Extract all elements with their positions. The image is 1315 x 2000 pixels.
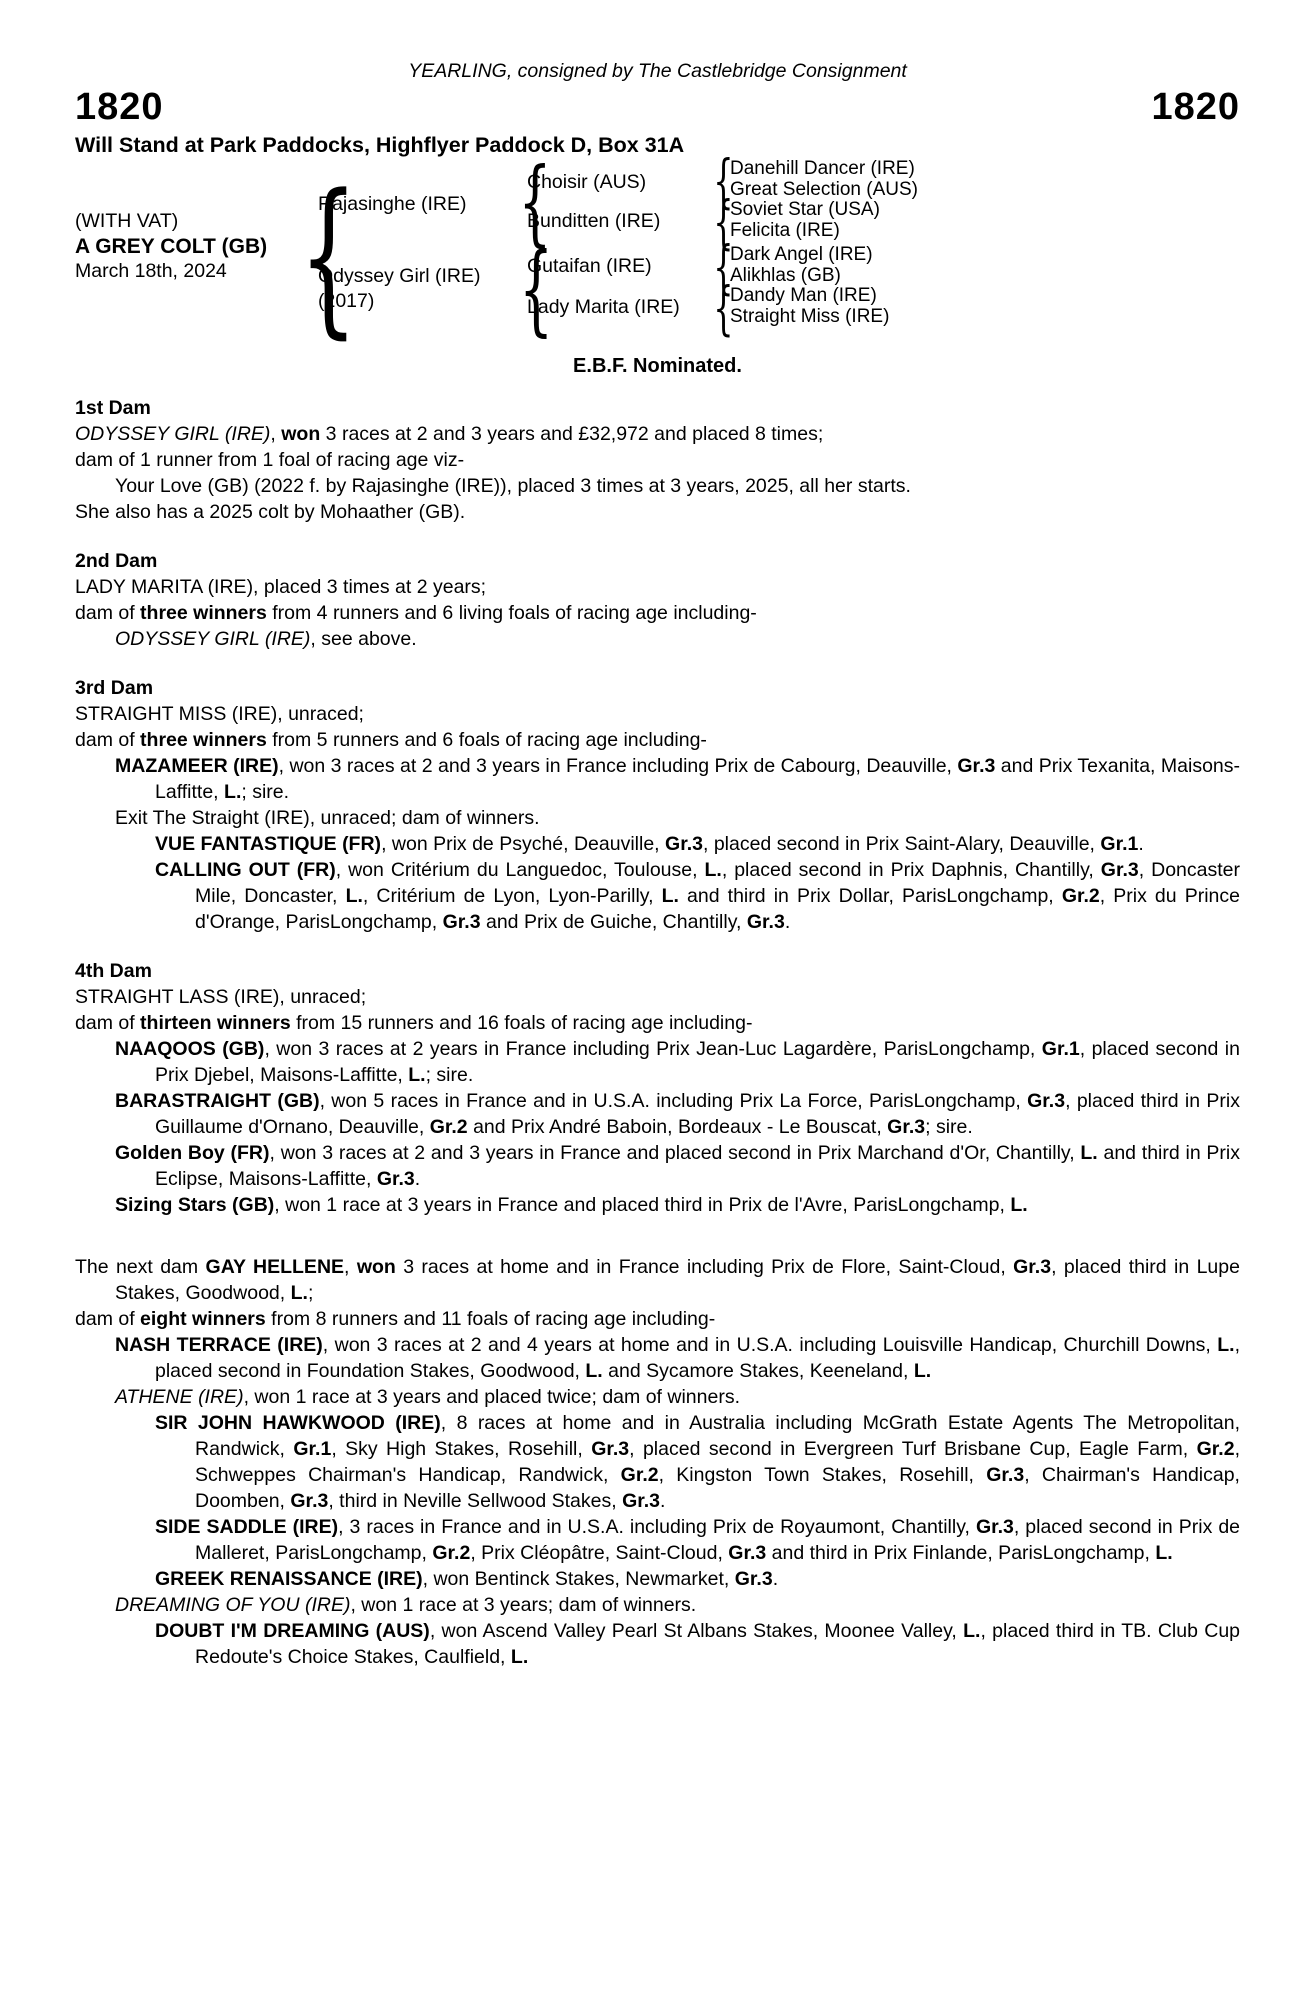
text-run: Gr.2 <box>432 1542 471 1564</box>
text-run: , won 3 races at 2 and 4 years at home and in U.S.A. including Louisville Handicap, Churchill Downs, <box>322 1334 1218 1356</box>
text-run: , won 1 race at 3 years; dam of winners. <box>350 1594 697 1616</box>
great-grandparent: Alikhlas (GB) <box>730 264 841 286</box>
pedigree-paragraph <box>75 1192 1240 1218</box>
text-run: SIR JOHN HAWKWOOD (IRE) <box>155 1412 441 1434</box>
text-run: won <box>281 423 321 445</box>
text-run: Gr.3 <box>442 911 481 933</box>
text-run: , placed third in Lupe Stakes, Goodwood, <box>115 1256 1240 1304</box>
text-run: Gr.3 <box>290 1490 329 1512</box>
text-run: Your Love (GB) (2022 f. by Rajasinghe (IRE)), placed 3 times at 3 years, 2025, all her starts. <box>115 475 911 497</box>
pedigree-paragraph <box>75 1010 1240 1036</box>
text-run: dam of 1 runner from 1 foal of racing age viz- <box>75 449 465 471</box>
text-run: , placed second in Evergreen Turf Brisbane Cup, Eagle Farm, <box>629 1438 1197 1460</box>
text-run: Gr.3 <box>1013 1256 1052 1278</box>
great-grandparent: Dandy Man (IRE) <box>730 285 877 306</box>
dam-year: (2017) <box>318 290 375 312</box>
text-run: , won 5 races in France and in U.S.A. including Prix La Force, ParisLongchamp, <box>319 1090 1028 1112</box>
text-run: Sizing Stars (GB) <box>115 1194 275 1216</box>
dam-section <box>75 548 1240 652</box>
text-run: L. <box>345 885 363 907</box>
pedigree-table <box>75 158 1240 347</box>
text-run: and Prix André Baboin, Bordeaux - Le Bouscat, <box>467 1116 888 1138</box>
pedigree-paragraph <box>75 805 1240 831</box>
text-run: DOUBT I'M DREAMING (AUS) <box>155 1620 430 1642</box>
pedigree-paragraph <box>75 1618 1240 1670</box>
text-run: , <box>270 423 282 445</box>
text-run: ODYSSEY GIRL (IRE) <box>75 423 271 445</box>
foal-date: March 18th, 2024 <box>75 260 227 282</box>
text-run: , placed second in Prix Djebel, Maisons-Laffitte, <box>155 1038 1240 1086</box>
text-run: dam of <box>75 1012 141 1034</box>
text-run: ; sire. <box>925 1116 973 1138</box>
text-run: Gr.3 <box>975 1516 1014 1538</box>
text-run: L. <box>224 781 242 803</box>
text-run: L. <box>661 885 679 907</box>
great-grandparent: Felicita (IRE) <box>730 219 840 241</box>
text-run: NAAQOOS (GB) <box>115 1038 265 1060</box>
text-run: , <box>344 1256 357 1278</box>
text-run: Gr.1 <box>293 1438 332 1460</box>
text-run: eight winners <box>140 1308 266 1330</box>
great-grandparents-pair <box>730 159 918 200</box>
text-run: , 8 races at home and in Australia including McGrath Estate Agents The Metropolitan, Randwick, <box>195 1412 1240 1460</box>
text-run: L. <box>1010 1194 1028 1216</box>
text-run: , Sky High Stakes, Rosehill, <box>331 1438 592 1460</box>
text-run: from 4 runners and 6 living foals of racing age including- <box>266 602 757 624</box>
dam-section <box>75 395 1240 525</box>
text-run: Gr.3 <box>728 1542 767 1564</box>
text-run: three winners <box>140 729 267 751</box>
text-run: won <box>356 1256 396 1278</box>
text-run: dam of <box>75 1308 141 1330</box>
text-run: L. <box>290 1282 308 1304</box>
dam-section <box>75 675 1240 935</box>
text-run: , won 3 races at 2 and 3 years in France including Prix de Cabourg, Deauville, <box>278 755 958 777</box>
text-run: Gr.1 <box>1100 833 1139 855</box>
text-run: , placed second in Prix de Malleret, ParisLongchamp, <box>195 1516 1241 1564</box>
text-run: dam of <box>75 602 141 624</box>
text-run: , won Critérium du Languedoc, Toulouse, <box>335 859 705 881</box>
dam-section-heading: 1st Dam <box>75 397 151 419</box>
pedigree-paragraph <box>75 600 1240 626</box>
text-run: . <box>660 1490 666 1512</box>
text-run: , Doncaster Mile, Doncaster, <box>195 859 1240 907</box>
pedigree-paragraph <box>75 499 1240 525</box>
lot-number-left: 1820 <box>75 86 164 128</box>
lot-number-right: 1820 <box>1151 86 1240 128</box>
dam-section-heading: 3rd Dam <box>75 677 154 699</box>
text-run: , 3 races in France and in U.S.A. including Prix de Royaumont, Chantilly, <box>338 1516 976 1538</box>
text-run: Gr.3 <box>734 1568 773 1590</box>
text-run: and Prix de Guiche, Chantilly, <box>480 911 747 933</box>
text-run: and third in Prix Eclipse, Maisons-Laffitte, <box>155 1142 1241 1190</box>
text-run: ; <box>307 1282 314 1304</box>
text-run: , Kingston Town Stakes, Rosehill, <box>658 1464 987 1486</box>
text-run: ODYSSEY GIRL (IRE) <box>115 628 311 650</box>
dam-section-heading: 2nd Dam <box>75 550 158 572</box>
text-run: , won Bentinck Stakes, Newmarket, <box>422 1568 735 1590</box>
pedigree-paragraph <box>75 1254 1240 1306</box>
text-run: BARASTRAIGHT (GB) <box>115 1090 320 1112</box>
text-run: GREEK RENAISSANCE (IRE) <box>155 1568 423 1590</box>
great-grandparent: Soviet Star (USA) <box>730 199 880 220</box>
sire-name: Rajasinghe (IRE) <box>318 193 467 215</box>
pedigree-paragraph <box>75 1592 1240 1618</box>
text-run: from 8 runners and 11 foals of racing age including- <box>265 1308 716 1330</box>
pedigree-paragraph <box>75 1088 1240 1140</box>
text-run: STRAIGHT MISS (IRE), unraced; <box>75 703 364 725</box>
granddam-2: Lady Marita (IRE) <box>527 296 680 318</box>
dam-section-heading: 4th Dam <box>75 960 152 982</box>
dam-section <box>75 1254 1240 1670</box>
text-run: The next dam <box>75 1256 206 1278</box>
text-run: ; sire. <box>425 1064 474 1086</box>
text-run: Exit The Straight (IRE), unraced; dam of winners. <box>115 807 540 829</box>
text-run: Gr.3 <box>591 1438 630 1460</box>
pedigree-paragraph <box>75 984 1240 1010</box>
pedigree-paragraph <box>75 1384 1240 1410</box>
text-run: , Chairman's Handicap, Doomben, <box>195 1464 1240 1512</box>
text-run: VUE FANTASTIQUE (FR) <box>155 833 382 855</box>
text-run: MAZAMEER (IRE) <box>115 755 279 777</box>
pedigree-paragraph <box>75 574 1240 600</box>
great-grandparents-pair <box>730 286 889 327</box>
text-run: L. <box>963 1620 981 1642</box>
pedigree-paragraph <box>75 1566 1240 1592</box>
subject-name: A GREY COLT (GB) <box>75 235 268 258</box>
pedigree-paragraph <box>75 727 1240 753</box>
text-run: , won Ascend Valley Pearl St Albans Stakes, Moonee Valley, <box>429 1620 964 1642</box>
text-run: . <box>1138 833 1144 855</box>
text-run: ; sire. <box>241 781 290 803</box>
text-run: LADY MARITA (IRE), placed 3 times at 2 years; <box>75 576 487 598</box>
pedigree-paragraph <box>75 1410 1240 1514</box>
grandsire-1: Choisir (AUS) <box>527 171 647 193</box>
text-run: and third in Prix Finlande, ParisLongchamp, <box>766 1542 1156 1564</box>
text-run: , placed second in Prix Saint-Alary, Deauville, <box>702 833 1101 855</box>
text-run: L. <box>1080 1142 1098 1164</box>
text-run: NASH TERRACE (IRE) <box>115 1334 323 1356</box>
text-run: , Critérium de Lyon, Lyon-Parilly, <box>362 885 662 907</box>
text-run: and Prix Texanita, Maisons-Laffitte, <box>155 755 1240 803</box>
text-run: and third in Prix Dollar, ParisLongchamp, <box>678 885 1062 907</box>
text-run: Gr.3 <box>1100 859 1139 881</box>
text-run: Gr.3 <box>986 1464 1025 1486</box>
pedigree-paragraph <box>75 1306 1240 1332</box>
text-run: L. <box>510 1646 529 1668</box>
grandsire-2: Gutaifan (IRE) <box>527 255 652 277</box>
great-grandparents-pair <box>730 200 880 241</box>
text-run: L. <box>408 1064 426 1086</box>
text-run: , Schweppes Chairman's Handicap, Randwick, <box>195 1438 1240 1486</box>
text-run: L. <box>585 1360 603 1382</box>
pedigree-paragraph <box>75 473 1240 499</box>
text-run: ATHENE (IRE) <box>115 1386 244 1408</box>
great-grandparent: Dark Angel (IRE) <box>730 244 873 265</box>
text-run: , third in Neville Sellwood Stakes, <box>328 1490 623 1512</box>
text-run: , Prix du Prince d'Orange, ParisLongchamp, <box>195 885 1240 933</box>
pedigree-paragraph <box>75 421 1240 447</box>
text-run: from 15 runners and 16 foals of racing age including- <box>290 1012 753 1034</box>
text-run: Gr.2 <box>1061 885 1100 907</box>
text-run: , won Prix de Psyché, Deauville, <box>381 833 666 855</box>
text-run: DREAMING OF YOU (IRE) <box>115 1594 351 1616</box>
pedigree-paragraph <box>75 753 1240 805</box>
lot-number-row <box>75 85 1240 129</box>
text-run: Gr.1 <box>1041 1038 1080 1060</box>
pedigree-paragraph <box>75 447 1240 473</box>
text-run: , placed third in TB. Club Cup Redoute's Choice Stakes, Caulfield, <box>195 1620 1241 1668</box>
text-run: , placed second in Foundation Stakes, Goodwood, <box>155 1334 1240 1382</box>
great-grandparents-pair <box>730 245 873 286</box>
catalog-sections <box>75 395 1240 1670</box>
text-run: Gr.3 <box>376 1168 415 1190</box>
text-run: Gr.3 <box>957 755 996 777</box>
stand-location-line: Will Stand at Park Paddocks, Highflyer Paddock D, Box 31A <box>75 133 685 157</box>
text-run: , see above. <box>310 628 417 650</box>
pedigree-paragraph <box>75 1036 1240 1088</box>
text-run: She also has a 2025 colt by Mohaather (GB). <box>75 501 466 523</box>
text-run: . <box>784 911 791 933</box>
text-run: STRAIGHT LASS (IRE), unraced; <box>75 986 367 1008</box>
text-run: Gr.3 <box>1027 1090 1066 1112</box>
text-run: , won 1 race at 3 years in France and placed third in Prix de l'Avre, ParisLongchamp, <box>274 1194 1011 1216</box>
text-run: L. <box>913 1360 932 1382</box>
pedigree-paragraph <box>75 701 1240 727</box>
text-run: , won 1 race at 3 years and placed twice; dam of winners. <box>243 1386 740 1408</box>
text-run: thirteen winners <box>140 1012 291 1034</box>
pedigree-paragraph <box>75 626 1240 652</box>
text-run: dam of <box>75 729 141 751</box>
pedigree-paragraph <box>75 831 1240 857</box>
text-run: SIDE SADDLE (IRE) <box>155 1516 339 1538</box>
text-run: , won 3 races at 2 years in France including Prix Jean-Luc Lagardère, ParisLongchamp, <box>264 1038 1042 1060</box>
text-run: L. <box>704 859 722 881</box>
text-run: L. <box>1217 1334 1235 1356</box>
text-run: CALLING OUT (FR) <box>155 859 336 881</box>
ebf-nominated-line: E.B.F. Nominated. <box>573 355 742 377</box>
text-run: and Sycamore Stakes, Keeneland, <box>602 1360 914 1382</box>
dam-name: Odyssey Girl (IRE) <box>318 265 481 287</box>
text-run: Golden Boy (FR) <box>115 1142 270 1164</box>
text-run: from 5 runners and 6 foals of racing age including- <box>266 729 707 751</box>
text-run: . <box>414 1168 421 1190</box>
dam-section <box>75 958 1240 1218</box>
pedigree-paragraph <box>75 1140 1240 1192</box>
text-run: . <box>772 1568 779 1590</box>
text-run: Gr.3 <box>665 833 703 855</box>
pedigree-paragraph <box>75 1514 1240 1566</box>
text-run: , won 3 races at 2 and 3 years in France and placed second in Prix Marchand d'Or, Chantilly, <box>269 1142 1081 1164</box>
text-run: Gr.3 <box>622 1490 661 1512</box>
text-run: Gr.3 <box>746 911 785 933</box>
text-run: , Prix Cléopâtre, Saint-Cloud, <box>470 1542 729 1564</box>
granddam-1: Bunditten (IRE) <box>527 210 661 232</box>
pedigree-paragraph <box>75 1332 1240 1384</box>
great-grandparent: Danehill Dancer (IRE) <box>730 158 915 179</box>
subject-block <box>75 209 267 284</box>
text-run: Gr.2 <box>429 1116 468 1138</box>
text-run: 3 races at home and in France including Prix de Flore, Saint-Cloud, <box>395 1256 1014 1278</box>
text-run: 3 races at 2 and 3 years and £32,972 and placed 8 times; <box>320 423 824 445</box>
pedigree-paragraph <box>75 857 1240 935</box>
text-run: Gr.2 <box>620 1464 659 1486</box>
text-run: Gr.3 <box>887 1116 926 1138</box>
text-run: three winners <box>140 602 267 624</box>
text-run: , placed third in Prix Guillaume d'Ornano, Deauville, <box>155 1090 1240 1138</box>
text-run: GAY HELLENE <box>205 1256 345 1278</box>
consignor-line: YEARLING, consigned by The Castlebridge Consignment <box>408 60 907 82</box>
great-grandparent: Great Selection (AUS) <box>730 178 918 200</box>
great-grandparent: Straight Miss (IRE) <box>730 305 890 327</box>
text-run: Gr.2 <box>1196 1438 1235 1460</box>
vat-note: (WITH VAT) <box>75 210 179 232</box>
text-run: , placed second in Prix Daphnis, Chantilly, <box>721 859 1101 881</box>
text-run: L. <box>1155 1542 1173 1564</box>
